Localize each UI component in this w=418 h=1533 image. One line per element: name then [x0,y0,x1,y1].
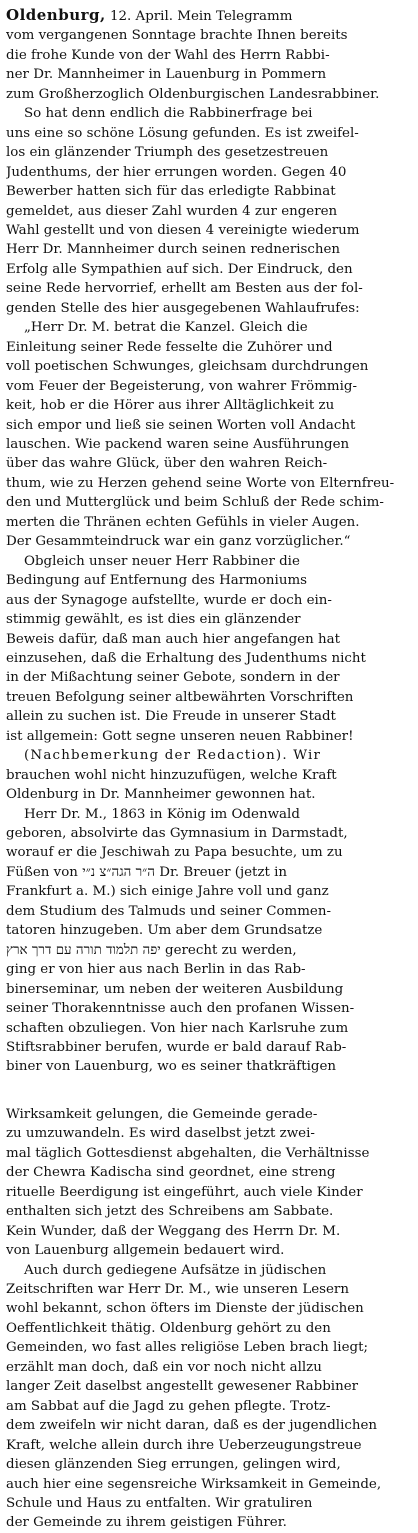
text-line: in der Mißachtung seiner Gebote, sondern in der [6,670,340,686]
text-line: erzählt man doch, daß ein vor noch nicht allzu [6,1359,322,1375]
text-line: Stiftsrabbiner berufen, wurde er bald darauf Rab- [6,1040,347,1056]
text-line: Füßen von ה״ר הגה״צ נ״י Dr. Breuer (jetzt in [6,864,288,880]
text-line: thum, wie zu Herzen gehend seine Worte von Elternfreu- [6,475,395,491]
text-line: biner von Lauenburg, wo es seiner thatkräftigen [6,1059,337,1075]
paragraph-dateline [6,6,414,104]
paragraph-harmonium [6,552,414,747]
text-line: voll poetischen Schwunges, gleichsam durchdrungen [6,359,369,375]
text-line: gemeldet, aus dieser Zahl wurden 4 zur engeren [6,203,338,219]
text-line: brauchen wohl nicht hinzuzufügen, welche Kraft [6,767,337,783]
text-line: Oldenburg in Dr. Mannheimer gewonnen hat. [6,787,316,803]
text-line: Wirksamkeit gelungen, die Gemeinde gerade- [6,1106,318,1122]
text-line: Zeitschriften war Herr Dr. M., wie unseren Lesern [6,1282,349,1297]
text-line: einzusehen, daß die Erhaltung des Judenthums nicht [6,650,366,666]
text-line: von Lauenburg allgemein bedauert wird. [6,1243,285,1259]
text-line: allein zu suchen ist. Die Freude in unserer Stadt [6,709,336,725]
paragraph-wirksamkeit [6,1105,414,1261]
text-line: tatoren hinzugeben. Um aber dem Grundsatze [6,923,323,939]
text-line: Kraft, welche allein durch ihre Ueberzeugungstreue [6,1437,362,1453]
text-line: יפה תלמוד תורה עם דרך ארץ gerecht zu werden, [6,942,297,958]
text-line: seiner Thorakenntnisse auch den profanen Wissen- [6,1001,355,1017]
text-line: Judenthums, der hier errungen worden. Gegen 40 [6,164,347,180]
text-line: der Gemeinde zu ihrem geistigen Führer. [6,1515,287,1531]
paragraph-wahlaufruf-quote [6,318,414,551]
text-line: ist allgemein: Gott segne unseren neuen Rabbiner! [6,728,354,744]
paragraph-redaction-note [6,746,414,804]
text-line: diesen glänzenden Sieg errungen, gelingen wird, [6,1457,341,1473]
text-line: auch hier eine segensreiche Wirksamkeit in Gemeinde, [6,1476,382,1492]
text-line: vom Feuer der Begeisterung, von wahrer Frömmig- [6,378,357,394]
text-line: langer Zeit daselbst angestellt gewesener Rabbiner [6,1379,359,1395]
text-line: sich empor und ließ sie seinen Worten voll Andacht [6,417,356,433]
text-line: Erfolg alle Sympathien auf sich. Der Eindruck, den [6,261,353,277]
text-line: dem zweifeln wir nicht daran, daß es der jugendlichen [6,1418,378,1434]
dateline-rest: 12. April. Mein Telegramm [109,9,293,24]
text-line: enthalten sich jetzt des Schreibens am Sabbate. [6,1204,334,1220]
dateline-line [6,6,414,26]
text-line: zum Großherzoglich Oldenburgischen Landesrabbiner. [6,86,380,102]
text-line: aus der Synagoge aufstellte, wurde er doch ein- [6,592,332,608]
text-line: So hat denn endlich die Rabbinerfrage bei [24,106,313,122]
text-line: Schule und Haus zu entfalten. Wir gratuliren [6,1495,313,1511]
paragraph-aufsaetze [6,1261,414,1533]
text-line: stimmig gewählt, es ist dies ein glänzender [6,612,301,628]
text-line: den und Mutterglück und beim Schluß der Rede schim- [6,495,384,511]
text-line: binerseminar, um neben der weiteren Ausbildung [6,981,344,997]
text-line: Herr Dr. Mannheimer durch seinen rednerischen [6,242,341,258]
text-line: dem Studium des Talmuds und seiner Commen- [6,903,332,919]
text-line: Bedingung auf Entfernung des Harmoniums [6,573,308,589]
column-break-gap [6,1077,414,1105]
text-line: Gemeinden, wo fast alles religiöse Leben brach liegt; [6,1340,368,1356]
paragraph-biography [6,805,414,1077]
text-line: keit, hob er die Hörer aus ihrer Alltäglichkeit zu [6,398,335,414]
text-line: die frohe Kunde von der Wahl des Herrn Rabbi- [6,47,330,63]
text-line: Bewerber hatten sich für das erledigte Rabbinat [6,184,336,200]
text-line: seine Rede hervorrief, erhellt am Besten aus der fol- [6,281,363,297]
text-line: Frankfurt a. M.) sich einige Jahre voll und ganz [6,884,329,900]
text-line: worauf er die Jeschiwah zu Papa besuchte, um zu [6,845,343,861]
text-line: Der Gesammteindruck war ein ganz vorzüglicher.“ [6,534,351,550]
text-line: über das wahre Glück, über den wahren Reich- [6,456,328,472]
dateline-place: Oldenburg, [6,6,106,24]
text-line: los ein glänzender Triumph des gesetzestreuen [6,145,329,161]
text-line: geboren, absolvirte das Gymnasium in Darmstadt, [6,826,348,842]
text-line: Wahl gestellt und von diesen 4 vereinigte wiederum [6,222,360,238]
text-line: am Sabbat auf die Jagd zu gehen pflegte. Trotz- [6,1398,331,1414]
text-line: Oeffentlichkeit thätig. Oldenburg gehört zu den [6,1320,331,1336]
text-line: ner Dr. Mannheimer in Lauenburg in Pommern [6,67,327,83]
text-line: merten die Thränen echten Gefühls in vieler Augen. [6,514,360,530]
text-line: zu umzuwandeln. Es wird daselbst jetzt zwei- [6,1126,315,1142]
text-line: Herr Dr. M., 1863 in König im Odenwald [24,806,300,822]
text-line: ging er von hier aus nach Berlin in das Rab- [6,962,306,978]
text-line: Einleitung seiner Rede fesselte die Zuhörer und [6,339,333,355]
text-line: Kein Wunder, daß der Weggang des Herrn Dr. M. [6,1223,341,1239]
text-line: treuen Befolgung seiner altbewährten Vorschriften [6,689,354,705]
text-line: vom vergangenen Sonntage brachte Ihnen bereits [6,28,348,44]
text-line: rituelle Beerdigung ist eingeführt, auch viele Kinder [6,1184,363,1200]
text-line: schaften obzuliegen. Von hier nach Karlsruhe zum [6,1020,349,1036]
text-line: genden Stelle des hier ausgegebenen Wahlaufrufes: [6,300,360,316]
text-line: lauschen. Wie packend waren seine Ausführungen [6,436,350,452]
text-line: „Herr Dr. M. betrat die Kanzel. Gleich die [24,320,308,336]
text-line: mal täglich Gottesdienst abgehalten, die Verhältnisse [6,1145,370,1161]
text-line: Beweis dafür, daß man auch hier angefangen hat [6,631,340,647]
text-line: der Chewra Kadischa sind geordnet, eine streng [6,1165,336,1181]
text-line: (Nachbemerkung der Redaction). Wir [24,748,322,764]
paragraph-rabbinerfrage [6,104,414,318]
text-line: uns eine so schöne Lösung gefunden. Es ist zweifel- [6,125,359,141]
text-line: Auch durch gediegene Aufsätze in jüdischen [24,1262,327,1278]
text-line: wohl bekannt, schon öfters im Dienste der jüdischen [6,1301,364,1317]
text-line: Obgleich unser neuer Herr Rabbiner die [24,553,300,569]
